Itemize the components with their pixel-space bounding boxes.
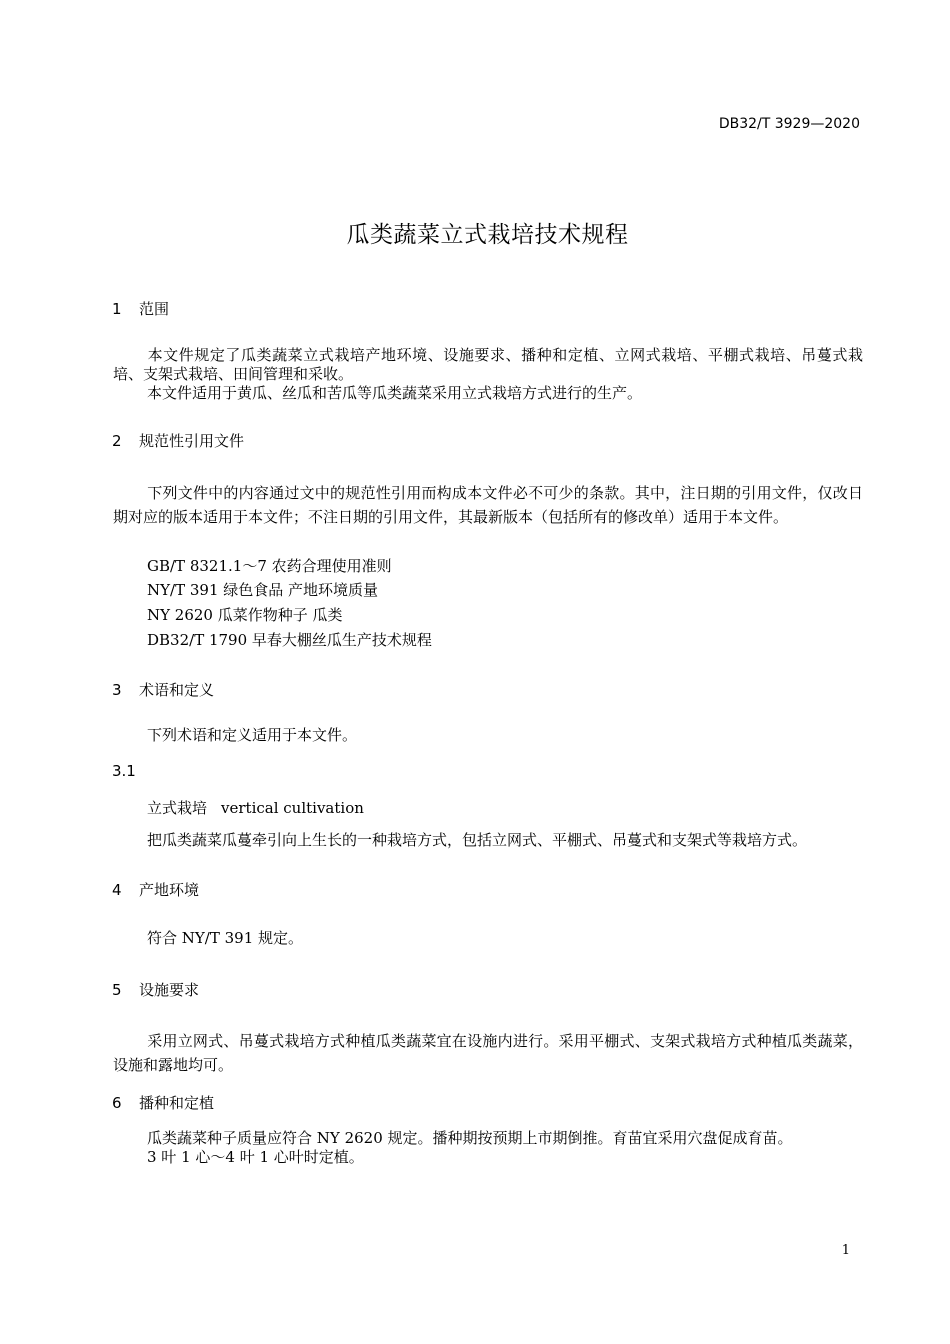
section-title: 产地环境 [139, 881, 200, 899]
section-title: 范围 [139, 300, 170, 318]
section-title: 规范性引用文件 [139, 432, 245, 450]
term-entry [147, 797, 364, 818]
paragraph: 瓜类蔬菜种子质量应符合 NY 2620 规定。播种期按预期上市期倒推。育苗宜采用穴盘促成育苗。 [147, 1129, 793, 1147]
section-number: 3 [112, 681, 122, 699]
section-number: 4 [112, 881, 122, 899]
paragraph [113, 384, 863, 403]
paragraph-text: 下列术语和定义适用于本文件。 [147, 726, 358, 744]
paragraph-text: 符合 NY/T 391 规定。 [147, 929, 304, 947]
normative-reference: GB/T 8321.1～7 农药合理使用准则 [147, 557, 392, 575]
section-title: 设施要求 [139, 981, 200, 999]
subclause-number: 3.1 [112, 762, 136, 780]
section-heading-3 [112, 679, 214, 700]
section-heading-6 [112, 1092, 214, 1113]
section-title: 术语和定义 [139, 681, 215, 699]
paragraph-text: 本文件规定了瓜类蔬菜立式栽培产地环境、设施要求、播种和定植、立网式栽培、平棚式栽培、吊蔓式栽培、支架式栽培、田间管理和采收。 [113, 346, 863, 383]
page-number: 1 [841, 1243, 850, 1258]
paragraph [113, 929, 863, 948]
normative-reference: DB32/T 1790 早春大棚丝瓜生产技术规程 [147, 631, 432, 649]
standard-number: DB32/T 3929—2020 [718, 116, 860, 132]
section-heading-1 [112, 298, 169, 319]
paragraph-text: 本文件适用于黄瓜、丝瓜和苦瓜等瓜类蔬菜采用立式栽培方式进行的生产。 [147, 384, 643, 402]
section-heading-2 [112, 430, 244, 451]
normative-reference: NY/T 391 绿色食品 产地环境质量 [147, 581, 379, 599]
section-heading-4 [112, 879, 199, 900]
paragraph [113, 481, 863, 529]
term-chinese: 立式栽培 [147, 799, 208, 817]
section-number: 6 [112, 1094, 122, 1112]
term-english: vertical cultivation [221, 799, 364, 817]
paragraph [113, 1029, 863, 1077]
paragraph-text: 把瓜类蔬菜瓜蔓牵引向上生长的一种栽培方式，包括立网式、平棚式、吊蔓式和支架式等栽培方式。 [147, 831, 808, 849]
section-number: 1 [112, 300, 122, 318]
paragraph-text: 采用立网式、吊蔓式栽培方式种植瓜类蔬菜宜在设施内进行。采用平棚式、支架式栽培方式种植瓜类蔬菜，设施和露地均可。 [113, 1032, 863, 1074]
section-heading-5 [112, 979, 199, 1000]
paragraph: 3 叶 1 心～4 叶 1 心叶时定植。 [147, 1148, 364, 1166]
paragraph [113, 346, 863, 384]
paragraph-text: 下列文件中的内容通过文中的规范性引用而构成本文件必不可少的条款。其中，注日期的引用文件，仅改日期对应的版本适用于本文件；不注日期的引用文件，其最新版本（包括所有的修改单）适用于本文件。 [113, 484, 863, 526]
term-definition [113, 831, 863, 850]
normative-reference: NY 2620 瓜菜作物种子 瓜类 [147, 606, 343, 624]
section-title: 播种和定植 [139, 1094, 215, 1112]
section-number: 5 [112, 981, 122, 999]
document-title: 瓜类蔬菜立式栽培技术规程 [346, 222, 629, 248]
paragraph [113, 726, 863, 745]
section-number: 2 [112, 432, 122, 450]
